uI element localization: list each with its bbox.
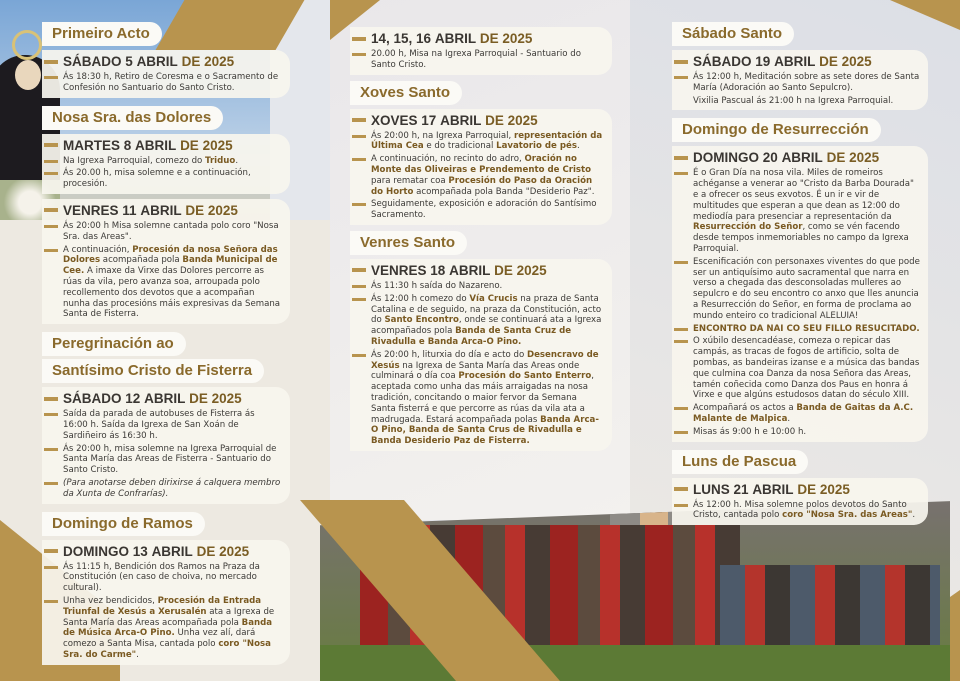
highlight: representación da Última Cea (371, 130, 603, 152)
detail-marker (674, 504, 688, 507)
detail-text (63, 168, 282, 190)
detail-marker (352, 135, 366, 138)
text: O xúbilo desencadéase, comeza o repicar das campás, as tracas de fogos de artificio, solta de pombas, as bandeiras izanse e a música das bandas que culmina coa Danza da nosa Señora das Areas, tamén coñecida como Danza dos Paus en honra á Virxe e que algúns estudosos datan do século XIII. (693, 336, 920, 401)
day-number: 17 (421, 112, 437, 128)
detail-text (63, 245, 282, 321)
detail-marker (674, 431, 688, 434)
text: Escenificación con personaxes viventes do que pode ser un antiquísimo auto sacramental que narra en verso a chegada das desconsoladas mulleres ao sepulcro e do seu encontro co anxo que lles anuncia a Resurrección do Señor, en forma de proclama ao mundo enteiro co tradicional ALELUIA! (693, 256, 920, 321)
year: DE 2025 (819, 54, 872, 69)
highlight: Oración no Monte das Oliveiras e Prendemento de Cristo (371, 154, 592, 175)
detail-text (693, 257, 920, 322)
month: ABRIL (144, 391, 186, 407)
event-detail (352, 294, 604, 348)
detail-marker (44, 172, 58, 175)
detail-marker (44, 448, 58, 451)
detail-text (63, 72, 282, 94)
detail-text (371, 49, 604, 71)
event-date (352, 112, 604, 129)
event-detail (674, 72, 920, 94)
weekday: 14, 15, 16 (371, 31, 432, 46)
highlight: Vía Crucis (469, 293, 518, 304)
event-detail (352, 49, 604, 71)
event-date (352, 262, 604, 279)
date-marker (674, 487, 688, 491)
event-date (44, 543, 282, 560)
day-number: 12 (125, 391, 141, 407)
event-date (352, 30, 604, 47)
section (672, 22, 928, 110)
text: Unha vez alí, dará comezo a Santa Misa, cantada polo (63, 628, 256, 650)
year: DE 2025 (180, 137, 233, 153)
detail-text (63, 562, 282, 594)
year: DE 2025 (494, 262, 547, 278)
weekday: DOMINGO (63, 543, 129, 559)
date-marker (44, 60, 58, 64)
text: Unha vez bendicidos, (63, 595, 158, 606)
event-detail (44, 562, 282, 594)
text: acompañada pola Banda "Desiderio Paz". (413, 186, 595, 197)
section (42, 512, 290, 665)
day-number: 18 (430, 262, 446, 278)
section (42, 106, 290, 325)
section (350, 81, 612, 225)
event-detail (352, 131, 604, 153)
event-date (44, 53, 282, 70)
weekday: XOVES (371, 112, 418, 128)
text: A continuación, (63, 244, 133, 255)
detail-marker (44, 249, 58, 252)
text: Ás 12:00 h, Meditación sobre as sete dores de Santa María (Adoración ao Santo Sepulcro). (693, 72, 920, 93)
day-block (672, 50, 928, 110)
text: Ás 20:00 h Misa solemne cantada polo coro "Nosa Sra. das Areas". (63, 220, 279, 242)
month: ABRIL (781, 150, 823, 166)
day-block (42, 387, 290, 503)
text: (Para anotarse deben dirixirse á calquera membro da Xunta de Confrarías). (63, 477, 281, 499)
date-marker (44, 397, 58, 401)
text: na Igrexa de Santa María das Areas onde culminará o día coa (371, 360, 580, 382)
section-title: Venres Santo (350, 231, 467, 255)
highlight: Procesión do Santo Enterro (458, 371, 592, 382)
text: . (912, 510, 916, 521)
date-marker (352, 118, 366, 122)
text: Na Igrexa Parroquial, comezo do (63, 155, 206, 166)
section-title: Domingo de Resurrección (672, 118, 881, 142)
detail-text (371, 154, 604, 197)
highlight: Banda Municipal de Cee. (63, 255, 278, 277)
day-block (350, 259, 612, 451)
detail-text (693, 168, 920, 254)
event-detail (674, 324, 920, 335)
text: Ás 12:00 h. Misa solemne polos devotos do Santo Cristo, cantada polo (693, 499, 907, 521)
highlight: Procesión da nosa Señora das Dolores (63, 244, 278, 266)
weekday: VENRES (371, 262, 427, 278)
date-marker (44, 208, 58, 212)
event-detail (44, 596, 282, 661)
text: Ás 20:00 h, misa solemne na Igrexa Parroquial de Santa María das Areas de Fisterra - Santuario do Santo Cristo. (63, 443, 277, 476)
weekday: SÁBADO (693, 54, 752, 69)
day-block (42, 199, 290, 324)
text: Ás 11:30 h saída do Nazareno. (371, 280, 503, 291)
day-block (350, 109, 612, 225)
year: DE 2025 (479, 31, 533, 46)
event-detail (674, 403, 920, 425)
detail-marker (352, 354, 366, 357)
highlight: Desencravo de Xesús (371, 349, 599, 371)
event-date (674, 53, 920, 70)
weekday: DOMINGO (693, 150, 759, 166)
text: Acompañará os actos a (693, 403, 797, 414)
event-detail (674, 500, 920, 522)
text: Misas ás 9:00 h e 10:00 h. (693, 426, 807, 437)
month: ABRIL (135, 137, 177, 153)
detail-text (63, 444, 282, 476)
text: para rematar coa (371, 175, 449, 186)
detail-text (693, 72, 920, 94)
event-detail (352, 281, 604, 292)
weekday: SÁBADO (63, 391, 122, 407)
detail-marker (44, 413, 58, 416)
detail-marker (352, 53, 366, 56)
detail-marker (44, 482, 58, 485)
highlight: ENCONTRO DA NAI CO SEU FILLO RESUCITADO. (693, 323, 920, 334)
text: e do tradicional (423, 141, 497, 152)
day-number: 19 (755, 54, 771, 69)
detail-marker (352, 158, 366, 161)
text: ata a Igrexa de Santa María das Areas acompañada pola (63, 606, 275, 628)
detail-text (693, 427, 920, 438)
detail-marker (352, 298, 366, 301)
day-number: 11 (122, 202, 137, 218)
section-title: Peregrinación ao (42, 332, 186, 356)
text: na praza de Santa Catalina e de seguido, na praza da Constitución, acto do (371, 293, 602, 326)
detail-text (693, 324, 920, 335)
text: . (787, 413, 791, 424)
detail-marker (352, 203, 366, 206)
event-detail (44, 72, 282, 94)
date-marker (674, 156, 688, 160)
text: , como se vén facendo desde tempos inmemoriables no campo da Igrexa Parroquial. (693, 222, 909, 254)
year: DE 2025 (181, 54, 235, 69)
day-block (672, 146, 928, 441)
column-left (42, 22, 290, 670)
detail-text (693, 403, 920, 425)
year: DE 2025 (189, 391, 242, 407)
date-marker (674, 60, 688, 64)
highlight: Triduo (205, 155, 236, 166)
month: ABRIL (752, 481, 794, 497)
month: ABRIL (151, 543, 193, 559)
event-detail (44, 245, 282, 321)
month: ABRIL (774, 54, 816, 69)
month: ABRIL (440, 112, 482, 128)
year: DE 2025 (826, 150, 880, 166)
highlight: Banda Arca-O Pino, Banda de Santa Crus de Rivadulla e Banda Desiderio Paz de Fisterra. (371, 414, 599, 447)
text: Ás 20:00 h, na Igrexa Parroquial, (371, 130, 514, 141)
detail-text (63, 596, 282, 661)
highlight: Procesión da Entrada Triunfal de Xesús a Xerusalén (63, 595, 262, 617)
event-date (44, 390, 282, 407)
highlight: coro "Nosa Sra. do Carme" (63, 639, 271, 660)
section-title: Primeiro Acto (42, 22, 162, 46)
highlight: coro "Nosa Sra. das Areas" (782, 510, 913, 521)
year: DE 2025 (196, 543, 250, 559)
column-middle (350, 27, 612, 456)
text: 20.00 h, Misa na Igrexa Parroquial - Santuario do Santo Cristo. (371, 49, 581, 70)
section (350, 27, 612, 75)
day-number: 13 (132, 543, 148, 559)
text: Ás 20.00 h, misa solemne e a continuación, procesión. (63, 168, 251, 190)
text: A continuación, no recinto do adro, (371, 154, 525, 165)
day-block (42, 134, 290, 194)
day-number: 21 (733, 481, 749, 497)
month: ABRIL (136, 54, 178, 69)
day-block (42, 540, 290, 665)
detail-text (63, 409, 282, 441)
detail-marker (44, 76, 58, 79)
event-date (674, 149, 920, 166)
event-date (674, 481, 920, 498)
text: . (576, 141, 580, 152)
text: Ás 12:00 h comezo do (371, 293, 470, 304)
highlight: Banda de Gaitas da A.C. Malante de Malpica (693, 403, 914, 424)
text: Saída da parada de autobuses de Fisterra ás 16:00 h. Saída da Igrexa de San Xoán de Sardiñeiro ás 16:30 h. (63, 409, 255, 441)
event-detail (44, 444, 282, 476)
text: , onde se continuará ata a Igrexa acompañados pola (371, 315, 602, 337)
day-block (672, 478, 928, 526)
detail-marker (674, 261, 688, 264)
section (350, 231, 612, 451)
section-title: Sábado Santo (672, 22, 794, 46)
detail-marker (44, 225, 58, 228)
text: Seguidamente, exposición e adoración do Santísimo Sacramento. (371, 199, 597, 221)
column-right (672, 22, 928, 530)
section-title: Luns de Pascua (672, 450, 808, 474)
day-number: 5 (125, 54, 133, 69)
year: DE 2025 (185, 202, 238, 218)
day-number: 20 (762, 150, 778, 166)
event-detail (44, 168, 282, 190)
text: A imaxe da Virxe das Dolores percorre as rúas da vila, pero avanza soa, arroupada polo recollemento dos devotos que a acompañan nunha das procesións máis expresivas da Semana Santa de Fisterra. (63, 266, 281, 320)
detail-text (693, 96, 920, 107)
detail-text (371, 350, 604, 447)
detail-marker (44, 160, 58, 163)
date-marker (352, 268, 366, 272)
detail-marker (674, 407, 688, 410)
detail-marker (674, 328, 688, 331)
event-date (44, 202, 282, 219)
event-detail (674, 96, 920, 107)
text: . (136, 649, 139, 660)
detail-text (63, 156, 282, 167)
highlight: Resurrección do Señor (693, 222, 803, 233)
date-marker (44, 549, 58, 553)
event-date (44, 137, 282, 154)
detail-marker (674, 340, 688, 343)
detail-marker (44, 600, 58, 603)
section-title: Santísimo Cristo de Fisterra (42, 359, 264, 383)
detail-marker (674, 76, 688, 79)
text: Ás 18:30 h, Retiro de Coresma e o Sacramento de Confesión no Santuario do Santo Cristo. (63, 72, 279, 93)
detail-text (371, 281, 604, 292)
text: É o Gran Día na nosa vila. Miles de romeiros achéganse a venerar ao "Cristo da Barba Dourada" e a ofrecer os seus exvotos. É un ir e vir de multitudes que esperan a que dean as 12:00 do mediodía para presenciar a representación da (693, 168, 914, 222)
detail-marker (44, 566, 58, 569)
section (42, 332, 290, 503)
section (672, 450, 928, 526)
text: Vixilia Pascual ás 21:00 h na Igrexa Parroquial. (693, 95, 894, 106)
event-detail (352, 350, 604, 447)
day-block (42, 50, 290, 98)
date-marker (44, 143, 58, 147)
detail-text (693, 500, 920, 522)
year: DE 2025 (797, 481, 850, 497)
highlight: Santo Encontro (384, 315, 459, 326)
day-number: 8 (123, 137, 132, 153)
event-detail (44, 156, 282, 167)
text: Ás 20:00 h, liturxia do día e acto do (371, 349, 527, 360)
month: ABRIL (449, 262, 491, 278)
text: , aceptada como unha das máis arraigadas na nosa tradición, concitando o maior fervor da Semana Santa fisterrá e que percorre as rúas da vila ata a madrugada. Estará acompañada polas (371, 371, 595, 425)
weekday: SÁBADO (63, 54, 122, 69)
highlight: Procesión do Paso da Oración do Horto (371, 175, 593, 197)
section-title: Nosa Sra. das Dolores (42, 106, 223, 130)
text: Ás 11:15 h, Bendición dos Ramos na Praza da Constitución (en caso de choiva, no mercado cultural). (63, 561, 260, 594)
month: ABRIL (434, 31, 477, 46)
date-marker (352, 37, 366, 41)
detail-text (371, 131, 604, 153)
detail-text (63, 478, 282, 500)
section-title: Domingo de Ramos (42, 512, 205, 536)
year: DE 2025 (485, 112, 538, 128)
section-title: Xoves Santo (350, 81, 462, 105)
weekday: LUNS (693, 481, 730, 497)
day-block (350, 27, 612, 75)
event-detail (352, 199, 604, 221)
month: ABRIL (140, 202, 182, 218)
text: acompañada pola (100, 255, 183, 266)
highlight: Banda de Música Arca-O Pino. (63, 617, 273, 639)
highlight: Lavatorio de pés (496, 141, 577, 152)
weekday: MARTES (63, 137, 120, 153)
event-detail (44, 409, 282, 441)
event-detail (44, 221, 282, 243)
highlight: Banda de Santa Cruz de Rivadulla e Banda Arca-O Pino. (371, 326, 572, 347)
detail-text (63, 221, 282, 243)
event-detail (44, 478, 282, 500)
event-detail (674, 336, 920, 401)
detail-text (371, 294, 604, 348)
section (672, 118, 928, 441)
event-detail (674, 427, 920, 438)
detail-text (693, 336, 920, 401)
section (42, 22, 290, 98)
event-detail (674, 257, 920, 322)
event-detail (674, 168, 920, 254)
detail-marker (674, 172, 688, 175)
weekday: VENRES (63, 202, 119, 218)
event-detail (352, 154, 604, 197)
detail-marker (352, 285, 366, 288)
detail-text (371, 199, 604, 221)
text: . (235, 155, 239, 166)
